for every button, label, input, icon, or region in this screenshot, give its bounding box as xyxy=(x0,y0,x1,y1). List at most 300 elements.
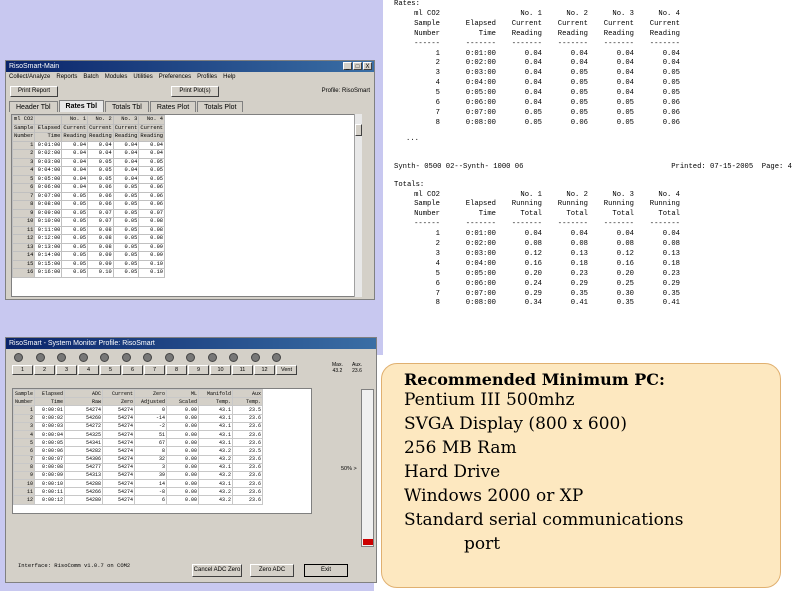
totals-row-cell: 0.12 xyxy=(616,249,634,258)
rates-row-cell: 7 xyxy=(435,108,440,117)
zero-adc-button[interactable]: Zero ADC xyxy=(250,564,294,577)
channel-button-8[interactable]: 8 xyxy=(166,365,187,375)
table-cell: 0.05 xyxy=(113,243,139,252)
rates-row xyxy=(394,79,792,89)
rates-row-cell: 2 xyxy=(435,59,440,68)
table-cell: 0.05 xyxy=(139,158,165,167)
header-cell: Number xyxy=(14,133,34,140)
header-cell: No. 4 xyxy=(139,116,165,125)
table-cell: 0.09 xyxy=(88,260,114,269)
monitor-titlebar[interactable] xyxy=(6,338,376,349)
table-cell: 0.05 xyxy=(62,201,88,210)
level-gauge xyxy=(361,389,374,547)
totals-header-row-cell: No. 4 xyxy=(658,190,680,199)
totals-row-cell: 0.41 xyxy=(662,299,680,308)
table-cell: 54277 xyxy=(65,463,103,471)
rates-row xyxy=(394,109,792,119)
header-cell: Scaled xyxy=(167,398,199,406)
table-cell: 0:10:00 xyxy=(35,218,62,227)
table-row[interactable] xyxy=(14,455,263,463)
table-cell: 0:05:00 xyxy=(35,175,62,184)
channel-led xyxy=(14,353,23,362)
totals-row-cell: 0:08:00 xyxy=(465,299,496,308)
recommendation-item: SVGA Display (800 x 600) xyxy=(404,414,627,434)
table-cell: 4 xyxy=(13,167,35,176)
channel-button-12[interactable]: 12 xyxy=(254,365,275,375)
ellipsis: ... xyxy=(406,134,419,143)
tab-strip xyxy=(9,101,244,112)
header-cell: Sample xyxy=(14,124,34,131)
table-row[interactable] xyxy=(13,226,165,235)
table-cell: 3 xyxy=(13,158,35,167)
tab-1[interactable]: Rates Tbl xyxy=(59,100,105,112)
table-cell: 0.04 xyxy=(113,175,139,184)
rates-row-cell: 0.05 xyxy=(616,99,634,108)
table-row[interactable] xyxy=(13,243,165,252)
table-cell: 0.00 xyxy=(167,488,199,496)
menu-item-0[interactable]: Collect/Analyze xyxy=(9,74,51,80)
totals-row xyxy=(394,270,792,280)
totals-row-cell: 0.04 xyxy=(662,230,680,239)
table-cell: 0.05 xyxy=(113,184,139,193)
menu-item-4[interactable]: Utilities xyxy=(133,74,153,80)
table-row[interactable] xyxy=(13,192,165,201)
table-cell: 2 xyxy=(13,150,35,159)
rates-row-cell: 0:08:00 xyxy=(465,118,496,127)
main-window-titlebar[interactable] xyxy=(6,61,374,72)
table-cell: 43.1 xyxy=(199,406,233,414)
tab-3[interactable]: Rates Plot xyxy=(150,101,196,112)
table-cell: 0:11:00 xyxy=(35,226,62,235)
table-cell: 0.06 xyxy=(88,201,114,210)
recommendation-item: 256 MB Ram xyxy=(404,438,517,458)
max-value: 43.2 xyxy=(332,367,343,374)
table-cell: 0.00 xyxy=(167,455,199,463)
totals-row-cell: 1 xyxy=(435,230,440,239)
totals-row xyxy=(394,299,792,309)
rates-row-cell: 0.04 xyxy=(570,59,588,68)
table-row[interactable] xyxy=(14,406,263,414)
recommendation-box xyxy=(381,363,781,588)
rates-row-cell: 0.04 xyxy=(524,49,542,58)
totals-header-row-cell: Number xyxy=(414,210,440,219)
rates-table-scrollbar[interactable] xyxy=(354,114,362,297)
rates-header-row-cell: Reading xyxy=(603,29,634,38)
header-cell: Aux xyxy=(233,390,263,398)
rates-row-cell: 0:05:00 xyxy=(465,89,496,98)
table-cell: 54274 xyxy=(103,471,135,479)
table-row[interactable] xyxy=(13,141,165,150)
table-cell: 0.04 xyxy=(62,150,88,159)
totals-row-cell: 0.30 xyxy=(616,289,634,298)
totals-row-cell: 0.41 xyxy=(570,299,588,308)
totals-row-cell: 0.29 xyxy=(662,279,680,288)
table-cell: 0.05 xyxy=(113,218,139,227)
table-cell: 0:03:00 xyxy=(35,158,62,167)
table-cell: 0.07 xyxy=(139,209,165,218)
table-cell: 0.05 xyxy=(113,269,139,278)
channel-led xyxy=(186,353,195,362)
table-cell: 0:00:04 xyxy=(35,430,65,438)
rates-header-row-cell: No. 3 xyxy=(612,9,634,18)
totals-header-row-cell: Running xyxy=(511,200,542,209)
table-cell: 0.05 xyxy=(88,175,114,184)
rates-row-cell: 0.04 xyxy=(662,49,680,58)
table-cell: 0.04 xyxy=(62,167,88,176)
synth-text: Synth- 0500 02--Synth- 1000 06 xyxy=(394,162,524,171)
header-cell: No. 3 xyxy=(113,116,139,125)
table-row[interactable] xyxy=(14,439,263,447)
rates-row-cell: 6 xyxy=(435,99,440,108)
table-cell: 32 xyxy=(135,455,167,463)
totals-header-row-cell: Total xyxy=(520,210,542,219)
recommendation-item: Hard Drive xyxy=(404,462,501,482)
table-row[interactable] xyxy=(13,260,165,269)
table-cell: 54266 xyxy=(65,488,103,496)
main-window-title: RisoSmart-Main xyxy=(9,63,60,70)
rates-row-cell: 0.05 xyxy=(662,69,680,78)
table-cell: 0.08 xyxy=(139,226,165,235)
totals-header-row-cell: Sample xyxy=(414,200,440,209)
rates-row xyxy=(394,89,792,99)
header-cell: Reading xyxy=(114,133,138,140)
table-cell: 0.00 xyxy=(167,422,199,430)
aux-label: Aux. xyxy=(352,362,363,368)
table-cell: 43.1 xyxy=(199,439,233,447)
rates-header-row-cell: Reading xyxy=(649,29,680,38)
table-cell: 23.5 xyxy=(233,447,263,455)
table-header-row xyxy=(13,133,165,142)
rates-row-cell: 0.04 xyxy=(616,49,634,58)
header-cell: No. 1 xyxy=(62,116,88,125)
totals-header-row-cell: Running xyxy=(649,200,680,209)
totals-header-row-cell: ------- xyxy=(465,220,496,229)
channel-buttons xyxy=(12,365,297,375)
channel-button-4[interactable]: 4 xyxy=(78,365,99,375)
header-cell: Current xyxy=(103,390,135,398)
level-gauge-fill xyxy=(363,539,373,545)
table-cell: 43.2 xyxy=(199,488,233,496)
totals-row-cell: 2 xyxy=(435,240,440,249)
table-cell: 0:16:00 xyxy=(35,269,62,278)
table-cell: 0.04 xyxy=(113,150,139,159)
table-cell: 43.1 xyxy=(199,414,233,422)
rates-header-row xyxy=(394,40,792,50)
menu-item-7[interactable]: Help xyxy=(223,74,236,80)
channel-button-3[interactable]: 3 xyxy=(56,365,77,375)
table-row[interactable] xyxy=(13,201,165,210)
totals-header-row-cell: ------ xyxy=(414,220,440,229)
table-row[interactable] xyxy=(13,235,165,244)
table-cell: 23.5 xyxy=(233,406,263,414)
menu-item-1[interactable]: Reports xyxy=(56,74,78,80)
table-cell: 7 xyxy=(13,192,35,201)
rates-header-row-cell xyxy=(440,10,496,20)
table-cell: 54274 xyxy=(103,447,135,455)
print-report-button[interactable]: Print Report xyxy=(10,86,58,97)
table-cell: 0:04:00 xyxy=(35,167,62,176)
table-cell: 0.10 xyxy=(139,260,165,269)
header-cell: Temp. xyxy=(199,398,233,406)
totals-header-row-cell: ml CO2 xyxy=(414,190,440,199)
table-cell: 0:06:00 xyxy=(35,184,62,193)
table-cell: 0:13:00 xyxy=(35,243,62,252)
rates-row xyxy=(394,99,792,109)
totals-row xyxy=(394,280,792,290)
table-cell: 0.10 xyxy=(139,269,165,278)
totals-row-cell: 0.25 xyxy=(616,279,634,288)
table-row[interactable] xyxy=(13,175,165,184)
rates-header-row-cell: Time xyxy=(478,29,496,38)
table-cell: 0.05 xyxy=(62,252,88,261)
table-row[interactable] xyxy=(13,218,165,227)
totals-header-row-cell: Running xyxy=(603,200,634,209)
totals-row-cell: 0.13 xyxy=(662,249,680,258)
table-cell: 8 xyxy=(13,201,35,210)
table-cell: 0:00:12 xyxy=(35,496,65,504)
totals-row xyxy=(394,260,792,270)
rates-header-row-cell: ------- xyxy=(649,39,680,48)
rates-row-cell: 0.06 xyxy=(570,118,588,127)
rates-row-cell: 0.04 xyxy=(570,49,588,58)
table-cell: 0.09 xyxy=(88,252,114,261)
table-cell: 0.06 xyxy=(88,192,114,201)
table-cell: 0.04 xyxy=(139,141,165,150)
table-cell: 0:02:00 xyxy=(35,150,62,159)
table-cell: 0.05 xyxy=(113,226,139,235)
header-cell: Number xyxy=(15,398,34,405)
recommendation-item: port xyxy=(464,534,501,554)
table-cell: 6 xyxy=(14,447,35,455)
rates-header-row-cell: Current xyxy=(557,19,588,28)
table-cell: 23.6 xyxy=(233,480,263,488)
minimize-button[interactable]: _ xyxy=(343,62,352,70)
table-row[interactable] xyxy=(14,463,263,471)
channel-led xyxy=(122,353,131,362)
table-cell: -2 xyxy=(135,422,167,430)
totals-row-cell: 0.35 xyxy=(662,289,680,298)
header-cell: Current xyxy=(89,124,112,131)
table-header-row xyxy=(13,124,165,133)
rates-header-row-cell: No. 2 xyxy=(566,9,588,18)
table-cell: 54274 xyxy=(103,480,135,488)
totals-row-cell: 0:06:00 xyxy=(465,279,496,288)
channel-button-10[interactable]: 10 xyxy=(210,365,231,375)
table-cell: 0.05 xyxy=(62,226,88,235)
rates-row-cell: 0.05 xyxy=(662,79,680,88)
menu-item-3[interactable]: Modules xyxy=(104,74,128,80)
rates-row-cell: 0:07:00 xyxy=(465,108,496,117)
table-cell: 0.05 xyxy=(62,192,88,201)
table-cell: 0.04 xyxy=(139,150,165,159)
table-row[interactable] xyxy=(14,414,263,422)
table-cell: 0.04 xyxy=(88,141,114,150)
rates-header-row-cell: No. 4 xyxy=(658,9,680,18)
table-row[interactable] xyxy=(13,158,165,167)
table-row[interactable] xyxy=(13,150,165,159)
table-cell: -8 xyxy=(135,488,167,496)
rates-row-cell: 0.05 xyxy=(570,89,588,98)
menu-item-2[interactable]: Batch xyxy=(83,74,99,80)
recommendation-item: Standard serial communications xyxy=(404,510,684,530)
scrollbar-thumb[interactable] xyxy=(355,124,362,136)
totals-header-row-cell: ------- xyxy=(511,220,542,229)
header-cell: Time xyxy=(35,133,62,142)
channel-button-1[interactable]: 1 xyxy=(12,365,33,375)
print-plots-button[interactable]: Print Plot(s) xyxy=(171,86,219,97)
table-cell: 0.05 xyxy=(62,218,88,227)
level-label: 50% > xyxy=(341,466,357,472)
table-cell: 54280 xyxy=(65,496,103,504)
rates-row-cell: 0.04 xyxy=(524,99,542,108)
header-cell: ml CO2 xyxy=(14,116,34,123)
totals-row-cell: 8 xyxy=(435,299,440,308)
table-row[interactable] xyxy=(14,430,263,438)
channel-button-6[interactable]: 6 xyxy=(122,365,143,375)
table-row[interactable] xyxy=(14,471,263,479)
table-cell: 0.00 xyxy=(167,430,199,438)
table-row[interactable] xyxy=(14,447,263,455)
table-cell: 3 xyxy=(135,463,167,471)
channel-button-9[interactable]: 9 xyxy=(188,365,209,375)
table-row[interactable] xyxy=(14,422,263,430)
table-row[interactable] xyxy=(13,269,165,278)
header-cell: Reading xyxy=(89,133,112,140)
table-cell: 0.05 xyxy=(62,269,88,278)
rates-row-cell: 0.04 xyxy=(616,79,634,88)
header-cell: Zero xyxy=(103,398,135,406)
table-cell: 54274 xyxy=(103,488,135,496)
table-row[interactable] xyxy=(13,184,165,193)
table-cell: 0:00:01 xyxy=(35,406,65,414)
table-row[interactable] xyxy=(13,167,165,176)
totals-header-row-cell: ------- xyxy=(557,220,588,229)
table-row[interactable] xyxy=(14,496,263,504)
maximize-button[interactable]: □ xyxy=(353,62,362,70)
rates-row-cell: 5 xyxy=(435,89,440,98)
rates-row-cell: 0.06 xyxy=(662,118,680,127)
table-cell: 43.1 xyxy=(199,422,233,430)
table-row[interactable] xyxy=(13,252,165,261)
table-cell: 54274 xyxy=(103,422,135,430)
totals-header-row xyxy=(394,200,792,210)
monitor-title: RisoSmart - System Monitor Profile: RisoSmart xyxy=(9,340,155,347)
table-cell: 23.6 xyxy=(233,430,263,438)
exit-button[interactable]: Exit xyxy=(304,564,348,577)
tab-0[interactable]: Header Tbl xyxy=(9,101,58,112)
totals-row-cell: 0.18 xyxy=(662,259,680,268)
recommendation-item: Pentium III 500mhz xyxy=(404,390,575,410)
menu-item-5[interactable]: Preferences xyxy=(158,74,192,80)
table-cell: 43.2 xyxy=(199,471,233,479)
rates-header-row-cell: Number xyxy=(414,29,440,38)
profile-label: Profile: RisoSmart xyxy=(321,88,370,94)
table-cell: 0:00:09 xyxy=(35,471,65,479)
table-cell: 0:09:00 xyxy=(35,209,62,218)
channel-button-2[interactable]: 2 xyxy=(34,365,55,375)
table-cell: 10 xyxy=(14,480,35,488)
channel-button-7[interactable]: 7 xyxy=(144,365,165,375)
header-cell: Elapsed xyxy=(35,124,62,133)
table-cell: 0.00 xyxy=(167,414,199,422)
table-row[interactable] xyxy=(14,480,263,488)
rates-header-row-cell: No. 1 xyxy=(520,9,542,18)
table-cell: 0.05 xyxy=(113,201,139,210)
rates-row-cell: 0.05 xyxy=(616,118,634,127)
totals-row-cell: 0.04 xyxy=(570,230,588,239)
table-cell: 0.08 xyxy=(88,235,114,244)
max-readout xyxy=(332,363,343,374)
totals-row-cell: 0:01:00 xyxy=(465,230,496,239)
channel-led xyxy=(165,353,174,362)
totals-row-cell: 0.24 xyxy=(524,279,542,288)
rates-header-row xyxy=(394,10,792,20)
totals-row-cell: 0.08 xyxy=(524,240,542,249)
totals-row xyxy=(394,290,792,300)
header-cell: Raw xyxy=(65,398,103,406)
totals-row-cell: 0:05:00 xyxy=(465,269,496,278)
table-header-row xyxy=(13,116,165,125)
header-cell: Adjusted xyxy=(135,398,167,406)
tab-4[interactable]: Totals Plot xyxy=(197,101,243,112)
table-row[interactable] xyxy=(14,488,263,496)
table-cell: 43.2 xyxy=(199,496,233,504)
table-cell: 0:12:00 xyxy=(35,235,62,244)
channel-button-Vent[interactable]: Vent xyxy=(276,365,297,375)
table-cell: 0.05 xyxy=(62,243,88,252)
rates-header-row-cell: Current xyxy=(511,19,542,28)
totals-header-row-cell: Time xyxy=(478,210,496,219)
channel-button-5[interactable]: 5 xyxy=(100,365,121,375)
table-cell: 54274 xyxy=(103,414,135,422)
rates-row xyxy=(394,119,792,129)
menu-item-6[interactable]: Profiles xyxy=(197,74,218,80)
table-row[interactable] xyxy=(13,209,165,218)
table-cell: 0:00:06 xyxy=(35,447,65,455)
totals-title: Totals: xyxy=(394,180,425,189)
table-cell: 43.1 xyxy=(199,463,233,471)
rates-row-cell: 0.05 xyxy=(616,108,634,117)
channel-led xyxy=(57,353,66,362)
table-cell: 23.6 xyxy=(233,496,263,504)
cancel-adc-zero-button[interactable]: Cancel ADC Zero xyxy=(192,564,242,577)
totals-row xyxy=(394,250,792,260)
tab-2[interactable]: Totals Tbl xyxy=(105,101,149,112)
rates-row-cell: 0.04 xyxy=(524,79,542,88)
rates-row-cell: 0:02:00 xyxy=(465,59,496,68)
totals-row-cell: 0:04:00 xyxy=(465,259,496,268)
totals-row-cell: 0.34 xyxy=(524,299,542,308)
totals-header-row-cell: Elapsed xyxy=(465,200,496,209)
table-cell: 54274 xyxy=(103,496,135,504)
interface-text: Interface: RisoComm v1.0.7 on COM2 xyxy=(18,562,131,569)
totals-row xyxy=(394,230,792,240)
totals-header-row-cell: No. 1 xyxy=(520,190,542,199)
table-cell: 0:15:00 xyxy=(35,260,62,269)
header-cell: Reading xyxy=(140,133,164,140)
rates-row-cell: 0.05 xyxy=(570,99,588,108)
monitor-table xyxy=(12,388,312,514)
header-cell: Reading xyxy=(63,133,87,140)
table-cell: 0:08:00 xyxy=(35,201,62,210)
table-cell: 0.00 xyxy=(167,463,199,471)
table-cell: 54272 xyxy=(65,422,103,430)
table-cell: 54325 xyxy=(65,430,103,438)
channel-button-11[interactable]: 11 xyxy=(232,365,253,375)
totals-row-cell: 3 xyxy=(435,249,440,258)
close-button[interactable]: X xyxy=(363,62,372,70)
table-header-row xyxy=(14,390,263,398)
